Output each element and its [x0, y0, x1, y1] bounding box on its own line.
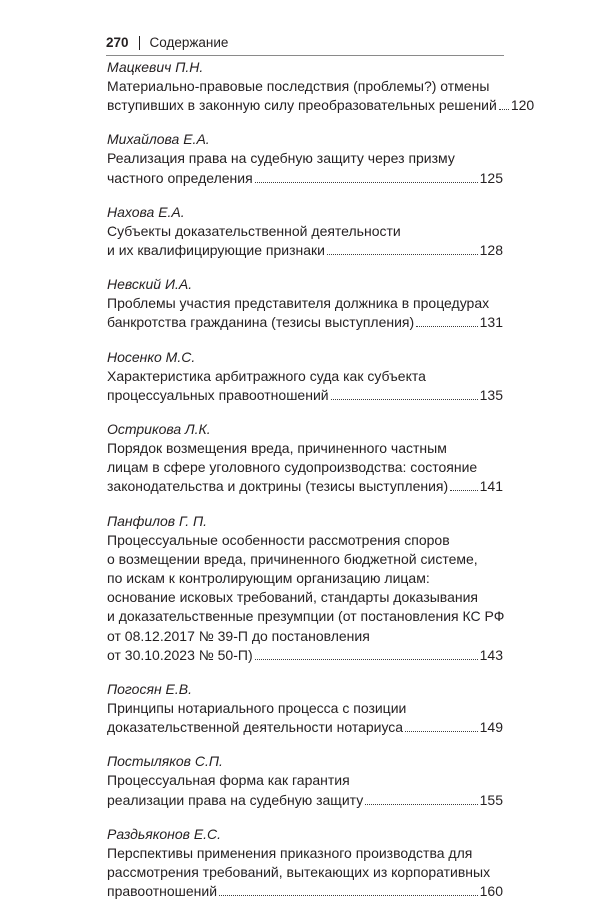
- dot-leader: [255, 659, 478, 660]
- toc-title-line: основание исковых требований, стандарты доказывания: [107, 589, 478, 606]
- toc-page-number[interactable]: 149: [479, 719, 503, 736]
- toc-title-line: и их квалифицирующие признаки: [107, 242, 325, 259]
- toc-author: Панфилов Г. П.: [107, 512, 208, 529]
- toc-title-line: реализации права на судебную защиту: [107, 791, 364, 808]
- toc-author: Нахова Е.А.: [107, 203, 185, 220]
- dot-leader: [219, 895, 478, 896]
- toc-entry[interactable]: [106, 512, 503, 665]
- toc-author: Раздьяконов Е.С.: [107, 825, 222, 842]
- toc-entry[interactable]: [106, 348, 503, 405]
- toc-title-line: от 08.12.2017 № 39-П до постановления: [107, 627, 370, 644]
- toc-title-line: и доказательственные презумпции (от постановления КС РФ: [107, 608, 505, 625]
- section-title: Содержание: [149, 35, 229, 50]
- dot-leader: [365, 804, 477, 805]
- toc-title-line: законодательства и доктрины (тезисы выступления): [107, 478, 449, 495]
- toc-author: Невский И.А.: [107, 276, 193, 293]
- toc-title-last-line: [106, 96, 535, 115]
- toc-title-line: рассмотрения требований, вытекающих из корпоративных: [107, 864, 491, 881]
- toc-title-line: Реализация права на судебную защиту через призму: [107, 150, 455, 167]
- toc-title-line: от 30.10.2023 № 50-П): [107, 646, 253, 663]
- toc-title-line: Процессуальная форма как гарантия: [107, 772, 350, 789]
- toc-title-last-line: [106, 313, 503, 332]
- toc-title-last-line: [106, 718, 503, 737]
- toc-title-line: процессуальных правоотношений: [107, 386, 329, 403]
- toc-entry[interactable]: [106, 825, 503, 902]
- toc-title-line: Характеристика арбитражного суда как субъекта: [107, 367, 426, 384]
- toc-title-line: Субъекты доказательственной деятельности: [107, 222, 401, 239]
- toc-title-line: по искам к контролирующим организацию лицам:: [107, 570, 430, 587]
- toc-title-line: Принципы нотариального процесса с позиции: [107, 700, 407, 717]
- toc-title-line: Проблемы участия представителя должника в процедурах: [107, 295, 490, 312]
- toc-title-line: доказательственной деятельности нотариуса: [107, 719, 404, 736]
- toc-entry[interactable]: [106, 203, 503, 260]
- toc-title-last-line: [106, 477, 503, 496]
- toc-page-number[interactable]: 160: [479, 883, 503, 900]
- running-header: [106, 35, 504, 56]
- toc-title-line: Материально-правовые последствия (проблемы?) отмены: [107, 78, 490, 94]
- toc-title-line: банкротства гражданина (тезисы выступления): [107, 314, 415, 331]
- toc-title-line: вступивших в законную силу преобразовательных решений: [107, 97, 497, 114]
- dot-leader: [255, 182, 478, 183]
- page-number: 270: [106, 35, 129, 50]
- toc-page-number[interactable]: 143: [479, 646, 503, 663]
- dot-leader: [416, 326, 477, 327]
- toc-title-last-line: [106, 169, 503, 188]
- dot-leader: [327, 254, 478, 255]
- toc-author: Носенко М.С.: [107, 348, 196, 365]
- toc-entry[interactable]: [106, 130, 503, 187]
- toc-title-last-line: [106, 882, 503, 901]
- toc-author: Постыляков С.П.: [107, 753, 223, 770]
- toc-entry[interactable]: [106, 275, 503, 332]
- toc-title-line: о возмещении вреда, причиненного бюджетной системе,: [107, 550, 478, 567]
- toc-entry[interactable]: [106, 420, 503, 497]
- toc-entry[interactable]: [106, 680, 503, 737]
- dot-leader: [450, 490, 477, 491]
- toc-title-last-line: [106, 646, 503, 665]
- toc-page-number[interactable]: 131: [479, 314, 503, 331]
- dot-leader: [499, 109, 509, 110]
- toc-page-number[interactable]: 135: [479, 386, 503, 403]
- toc-page-number[interactable]: 155: [479, 791, 503, 808]
- toc-title-line: частного определения: [107, 169, 253, 186]
- toc-page-number[interactable]: 125: [479, 169, 503, 186]
- toc-author: Михайлова Е.А.: [107, 131, 210, 148]
- toc-title-last-line: [106, 791, 503, 810]
- dot-leader: [405, 731, 478, 732]
- toc-entry[interactable]: [106, 752, 503, 809]
- toc-page-number[interactable]: 128: [479, 242, 503, 259]
- toc-page-number[interactable]: 141: [479, 478, 503, 495]
- toc-author: Погосян Е.В.: [107, 681, 192, 698]
- header-separator: [139, 36, 140, 50]
- table-of-contents: [106, 58, 535, 916]
- toc-title-line: Процессуальные особенности рассмотрения споров: [107, 531, 450, 548]
- toc-entry[interactable]: [106, 58, 535, 115]
- toc-title-last-line: [106, 386, 503, 405]
- toc-title-last-line: [106, 241, 503, 260]
- toc-author: Острикова Л.К.: [107, 421, 211, 438]
- toc-title-line: лицам в сфере уголовного судопроизводства: состояние: [107, 459, 478, 476]
- dot-leader: [331, 399, 478, 400]
- toc-author: Мацкевич П.Н.: [107, 59, 204, 75]
- toc-title-line: правоотношений: [107, 883, 218, 900]
- toc-title-line: Порядок возмещения вреда, причиненного частным: [107, 440, 447, 457]
- toc-title-line: Перспективы применения приказного производства для: [107, 844, 473, 861]
- toc-page-number[interactable]: 120: [510, 97, 535, 114]
